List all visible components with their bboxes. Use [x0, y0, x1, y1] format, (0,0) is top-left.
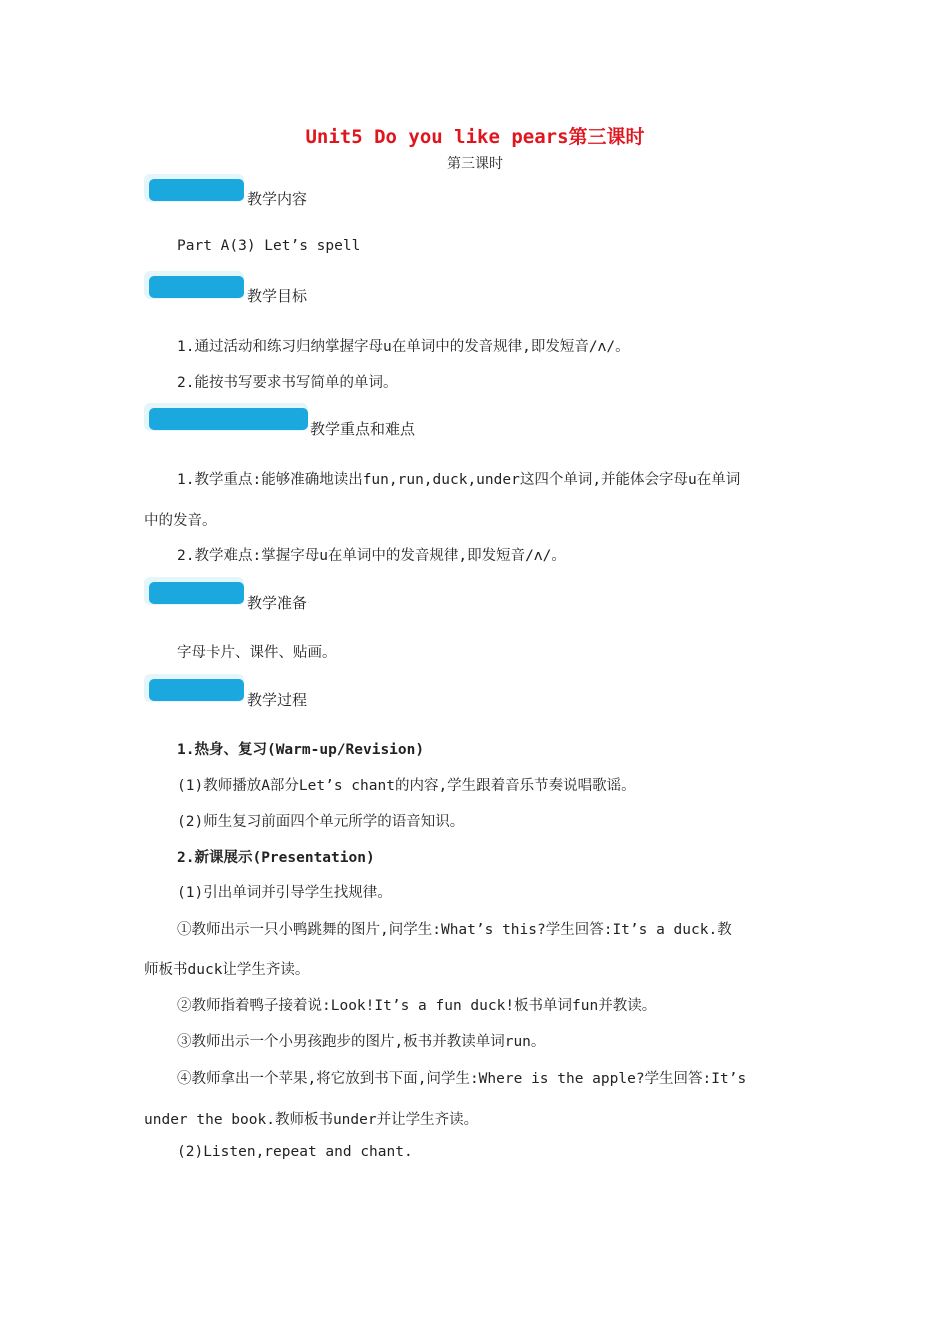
paragraph: 2.能按书写要求书写简单的单词。: [177, 375, 398, 391]
paragraph: ①教师出示一只小鸭跳舞的图片,问学生:What’s this?学生回答:It’s a duck.教: [177, 922, 732, 938]
section-label: 教学重点和难点: [310, 420, 416, 438]
section-header-goals: [144, 271, 384, 303]
section-badge: [144, 674, 244, 702]
paragraph: ③教师出示一个小男孩跑步的图片,板书并教读单词run。: [177, 1034, 546, 1050]
paragraph: 中的发音。: [144, 513, 217, 529]
section-label: 教学过程: [247, 691, 308, 709]
paragraph: (2)Listen,repeat and chant.: [177, 1144, 413, 1160]
section-badge: [144, 403, 308, 431]
paragraph: under the book.教师板书under并让学生齐读。: [144, 1112, 479, 1128]
section-label: 教学目标: [247, 287, 308, 305]
paragraph: 师板书duck让学生齐读。: [144, 962, 310, 978]
document-subtitle: 第三课时: [447, 156, 503, 172]
paragraph: ②教师指着鸭子接着说:Look!It’s a fun duck!板书单词fun并教读。: [177, 998, 657, 1014]
document-title: Unit5 Do you like pears第三课时: [305, 126, 645, 148]
paragraph: ④教师拿出一个苹果,将它放到书下面,问学生:Where is the apple?学生回答:It’s: [177, 1071, 747, 1087]
section-badge: [144, 174, 244, 202]
paragraph: 1.教学重点:能够准确地读出fun,run,duck,under这四个单词,并能体会字母u在单词: [177, 472, 741, 488]
paragraph: 2.新课展示(Presentation): [177, 850, 375, 866]
paragraph: (2)师生复习前面四个单元所学的语音知识。: [177, 814, 465, 830]
section-label: 教学准备: [247, 594, 308, 612]
section-header-process: [144, 674, 384, 709]
paragraph: (1)教师播放A部分Let’s chant的内容,学生跟着音乐节奏说唱歌谣。: [177, 778, 636, 794]
section-badge: [144, 271, 244, 299]
paragraph: 2.教学难点:掌握字母u在单词中的发音规律,即发短音/ʌ/。: [177, 548, 566, 564]
section-label: 教学内容: [247, 190, 308, 208]
paragraph: (1)引出单词并引导学生找规律。: [177, 885, 392, 901]
section-header-keypoints: [144, 403, 464, 438]
section-badge: [144, 577, 244, 605]
section-header-content: [144, 174, 384, 206]
section-header-prep: [144, 577, 384, 612]
paragraph: 1.通过活动和练习归纳掌握字母u在单词中的发音规律,即发短音/ʌ/。: [177, 339, 630, 355]
paragraph: Part A(3) Let’s spell: [177, 238, 361, 254]
paragraph: 字母卡片、课件、贴画。: [177, 645, 337, 661]
paragraph: 1.热身、复习(Warm-up/Revision): [177, 742, 425, 758]
